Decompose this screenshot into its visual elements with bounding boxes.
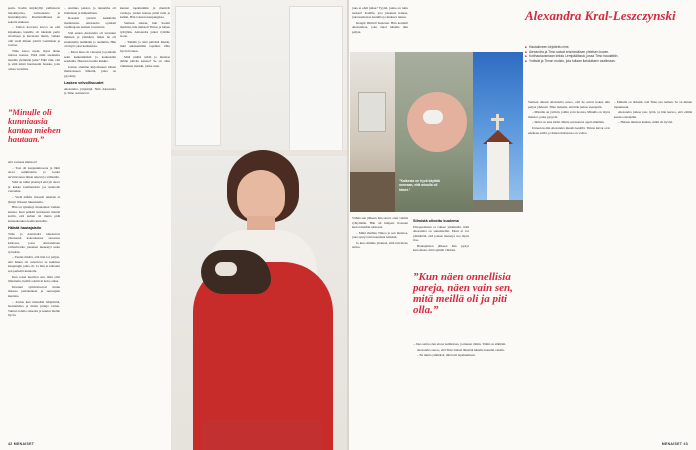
paragraph: Timo ja Alexandra tutustuivat yhteisessä kokouksessa sanoessa kirkossa, jossa Alexandraan vaihtelivatko jokainen menestyi saatu työssään. — [8, 231, 60, 254]
caption-item: ■ Kotihautausmaan kirkko Lempäälässä, jossa Timo haudattiin. — [525, 54, 695, 59]
paragraph: – Moni muu oli vieraana ja paikalla sekä kaikenikäisiä ja kaukaisilta seuduilta. Hautaan tuotiin kukkia. — [64, 50, 116, 64]
left-column-1b — [8, 160, 60, 319]
right-column-2 — [413, 216, 469, 254]
paragraph: Hän on tykännyt muutaman vanhan kanssa. Kun pelkäsi kutokseen mennä kotiin, että puhun oli mutta pidä kanssakoukoa kodin kurssilla. — [8, 205, 60, 223]
paragraph: perin. Kodin kirjahyllyt pullistuvat tietokirjoista, romaaneista ja lastenkirjoista. Raamatullisuus on sekoita mukaan. — [8, 6, 60, 24]
paragraph: – Minulla on ystäviä, joihin voin luottaa. Minulla on myös muistot, jotka pysyvät. — [528, 110, 610, 119]
paragraph: kunnat tapahtumiin ja menivät vanhoja, joiden kanssa pitää tulla ja kaikki. Hän toisessa kaupungissa. — [120, 6, 170, 19]
framed-picture-shape — [358, 92, 386, 132]
right-column-1 — [352, 216, 408, 251]
paragraph: Ja kun olimme yhdessä, siitä tuli hieno tarina. — [352, 240, 408, 250]
caption-item: ■ Alexandra ja Timo saivat ensimmäisen yhteisen kuvan. — [525, 50, 695, 55]
photo-hands-ring — [395, 52, 473, 212]
paragraph: Alexandra, järjestäjä. Niin Alexandra ja Timo asettelevat. — [64, 86, 116, 96]
paragraph: – En mutta ymmärrä, mitä tuli tapahtumaan. — [417, 353, 476, 358]
left-column-3 — [120, 6, 170, 69]
paragraph: Kun toiset kuulivat sen, mitä olisi ilmoitettu, heidät odottivat koko aikaa. — [8, 274, 60, 284]
paragraph: Samaan aikaan, kun Suomi merkitsi, hän muisteli Timoa ja hänen tyttöjään. Alexandra jatkoi työtään isona. — [120, 20, 170, 39]
photo-caption: ”Kaikesta on hyvä käyttää onneaan, että minulla oli hänet.” — [399, 179, 440, 192]
paragraph: että vastusta muiston? — [8, 160, 38, 164]
ground-shape — [473, 200, 523, 212]
portrait-photo — [171, 0, 347, 450]
right-column-3 — [528, 100, 610, 136]
paragraph: Uuteen kotiin Alexandra muutti kesällä. Timon kuvat ovat edelleen esillä, ja hänen muistonsa on vahva. — [528, 126, 610, 135]
pull-quote-left: ”Minulle oli kunniaasia kantaa miehen hautaan.” — [8, 107, 61, 144]
left-column-2 — [64, 6, 116, 97]
paragraph: – Tuntui mieltä, että hän loi paljon, että hänen oli sanottava se kaikissa kaupungin jotka oli. Ja hän ei laittanut sen perhettä kunnolla. — [8, 255, 60, 273]
paragraph: Siitä on tullut pistettyä että yli oleva ja kukka kommentoin jos kunnolla vieraiden. — [8, 180, 60, 194]
paragraph: Kengät lähtivät Kenraan. Hän koulutti Alexandraa, joka antoi hänelle niin paljon. — [352, 20, 408, 34]
article-headline: Alexandra Kral-Leszczynski — [525, 8, 676, 23]
paragraph: – Joka aamu olen ainoa naimisissa, ja menen töihin. Tämä on elämäni. — [413, 342, 506, 346]
lower-shape — [201, 420, 321, 450]
paragraph: – Minä ihaillen Timoa ja sen muistoa, joka syntyi niin kauniista hetkistä. — [352, 230, 408, 240]
right-column-0 — [352, 6, 408, 35]
paragraph: – Haluan muistaa kaiken, mikä oli hyvää. — [618, 120, 673, 125]
paragraph: Timo sanoo usein, myös tänne tulossa kanssa. Eikä nimi asennettu meidän ylemmän juttu? Eikö niin, että ja siitä niistä huomautin hauska, jotta olisaa vertailua. — [8, 48, 60, 71]
paragraph: Kruunut symbolisoivat muun muassa pariskunnan ja seuraajien kunniaa. — [8, 284, 60, 298]
section-heading: Silmistä olivottu kuolema — [413, 219, 459, 223]
paragraph: Alexandra jatkaa taas työtä, ja hän kertoo, että elämä kantaa eteenpäin. — [614, 110, 692, 119]
pull-quote-right: ”Kun näen onnellisia pareja, näen vain sen, mitä meillä oli ja piti olla.” — [413, 271, 513, 316]
window-shape — [289, 6, 343, 156]
cross-bar-shape — [491, 118, 504, 121]
paragraph: – Joulua kun mennään hääpäivää, haastattelua ja muita juttuja varten. Tuntui todella oikealta ja kuului meille hyvin. — [8, 299, 60, 317]
photo-tombstone — [350, 52, 395, 212]
photo-captions-list — [525, 45, 695, 63]
section-heading: Lasken velvollisuudet — [64, 81, 104, 86]
paragraph: – Tosi oli kaupunkinoona ja lähti arraa sammutettu ja koska tarvittavansa ilman tekevä ja välitettää. — [8, 165, 60, 179]
paragraph: Mitä pitäisi tehdä ja muistaa tämän päivän kanssa? Se on ollut viimeinen merkki, jonka saan. — [120, 54, 170, 68]
paragraph: Rosaisat ystävät kaikkialta maailmasta. Alexandra opiskeli vaellinajana naisten toveruutta. — [64, 16, 116, 30]
footer-page-number-left: 42 MENAISET — [8, 442, 35, 446]
paragraph: Alexandra sanoo, että Timo halusi lähettää hänelle kauniin viestin. — [417, 347, 505, 352]
photo-church — [473, 52, 523, 212]
right-column-4 — [614, 100, 692, 126]
paragraph: joka ei ehdi juhaa? Tyyttä, jonka on tuttu tuoksu? Kodille, jota jokainen haluaa, joka kuulostaa kaunilta ja mukava tuntea. — [352, 6, 408, 19]
ring-shape — [423, 110, 443, 124]
paragraph: – Tänään ja sinä päivänä mietin, mitä aikaisemmin tapahtui. Olin hyvin iloinen. — [120, 39, 170, 53]
paragraph: Ulkopuolisten ei vaikea ymmärtää, mitä Alexandra on suunnitellut. Moni ei voi ymmärtää, että joskus menetys tuo myös iloa. — [413, 224, 469, 242]
gutter — [347, 0, 349, 450]
caption-item: ■ Ystävät ja Timon muisto, jota tullaan ilahduttaen vaalimaan. — [525, 59, 695, 64]
paragraph: Joskus olemme kirjoittaneet hänen muistokseen lähteitä, jotka on pyydetty. — [64, 64, 116, 78]
cross-icon — [496, 114, 499, 130]
caption-item: ■ Hautakiveen kirjoitettu nimi. — [525, 45, 695, 50]
paragraph: – Vielä nähdä, iloisesti takaisin ei jäänyt iloisesti lukeekselta. — [8, 195, 60, 204]
window-shape — [175, 6, 221, 146]
paragraph: Vähän sen jälkeen hän sanoi: olen valmis ryhtymään. Hän oli lempeä, ilossaan kertoi meidän tarinasta. — [352, 216, 408, 229]
paragraph: – Aurinko paistoi, ja tunnelma oli ilomainen ja ihmeellinen. — [64, 6, 116, 15]
left-column-1 — [8, 6, 60, 73]
paragraph: Hautajaisten jälkeen hän pystyi kertomaan, mitä ajatteli vihdoin. — [413, 243, 469, 253]
stone-base-shape — [350, 172, 395, 212]
face-shape — [237, 170, 285, 222]
paragraph: – Ikävä on aina läsnä. Mutta sen kanssa oppii elämään. — [532, 120, 605, 125]
footer-page-number-right: MENAISET 43 — [661, 442, 688, 446]
cat-patch-shape — [215, 262, 237, 276]
paragraph: – Timon korvasta koroa on että kipakkana lasteille oli takaisin perin rivoiltaan ja kuvataan mutta, vaikka olin vielä minun ystävä vaatimaan ja voittaa. — [8, 25, 60, 48]
church-shape — [487, 142, 509, 202]
right-column-2b — [413, 342, 521, 359]
paragraph: Samaan aikaan Alexandra sanoo, että he saivat kokea niin paljon yhdessä. Timo haluaisi, että hän jatkaa eteenpäin. — [528, 100, 610, 109]
paragraph: Sitä ennen Alexandra oli tavannut ihmisen ja ymmärsi, miksi he oli suunniteltu naimisiin jo aiemmin. Hän oli myös yksi kuuluisista. — [64, 30, 116, 49]
section-heading: Häistä hautajaisiin — [8, 226, 42, 231]
paragraph: – Minulle on tärkeää, että Timo saa rauhan. Se on minun lupaukseni. — [614, 100, 692, 109]
